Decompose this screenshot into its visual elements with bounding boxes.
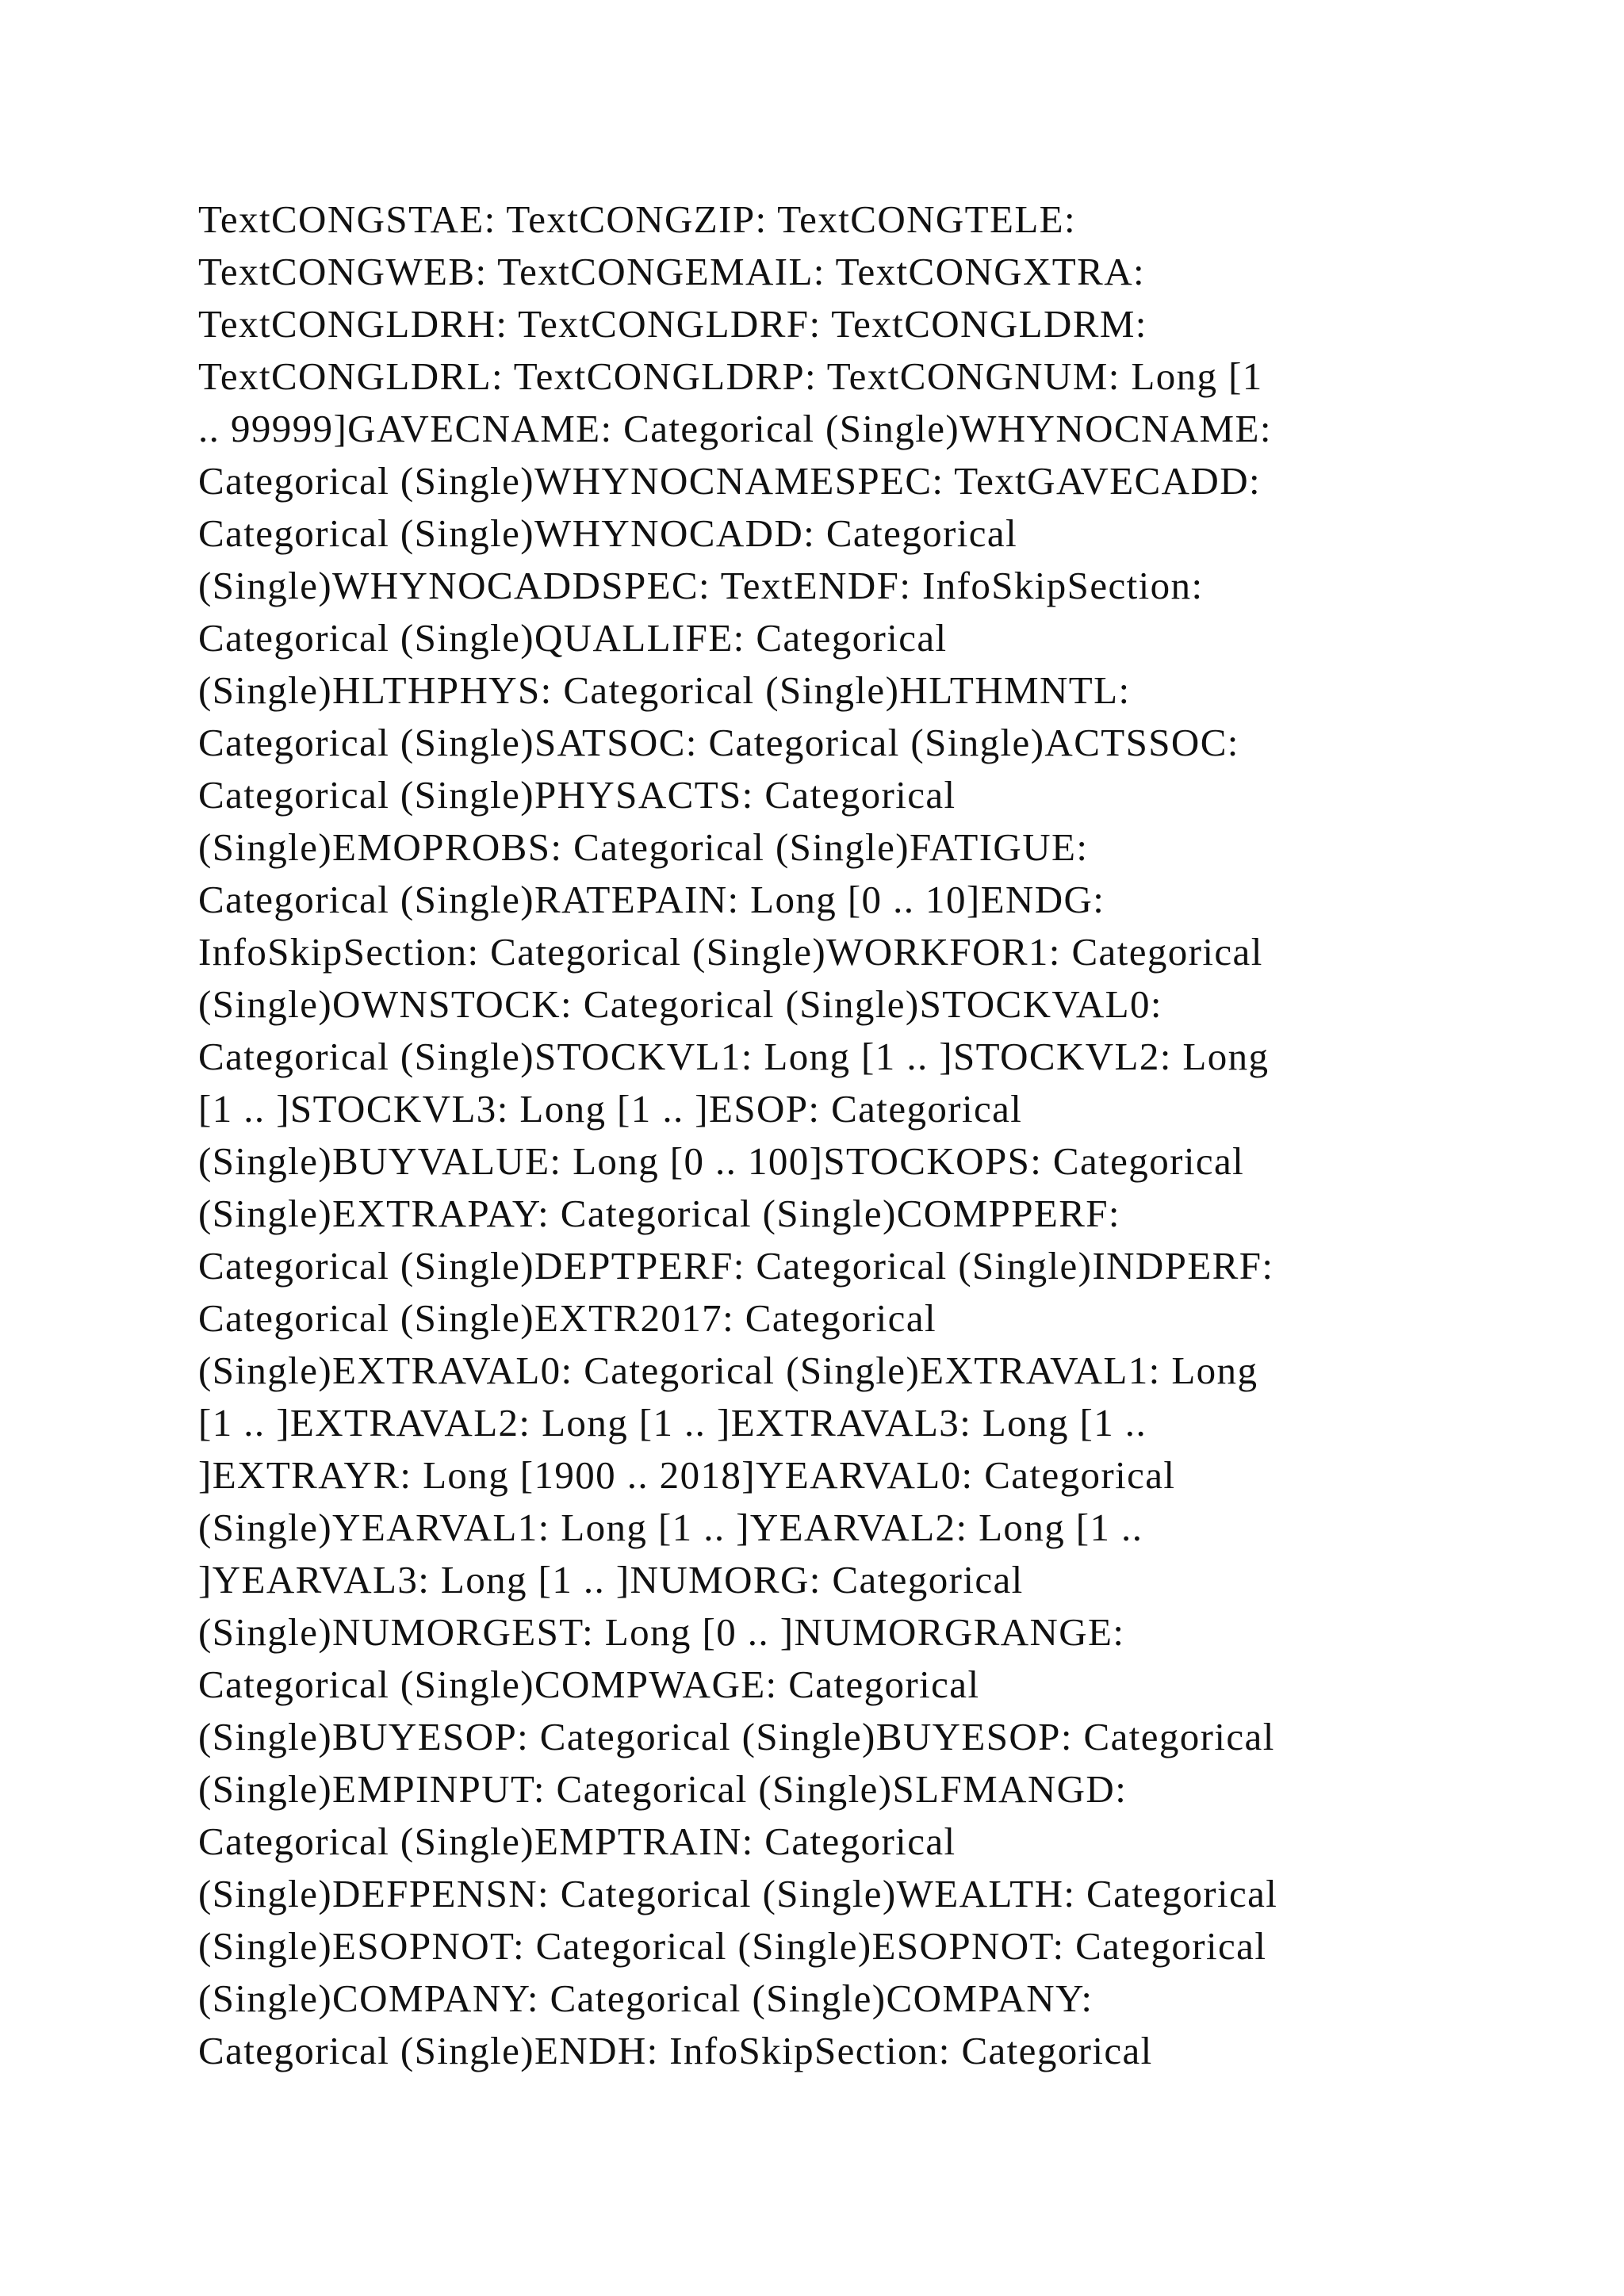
text-line: Categorical (Single)EMPTRAIN: Categorical bbox=[198, 1820, 956, 1863]
text-line: [1 .. ]EXTRAVAL2: Long [1 .. ]EXTRAVAL3: Long [1 .. bbox=[198, 1401, 1147, 1445]
text-line: TextCONGSTAE: TextCONGZIP: TextCONGTELE: bbox=[198, 197, 1077, 241]
text-line: [1 .. ]STOCKVL3: Long [1 .. ]ESOP: Categorical bbox=[198, 1087, 1023, 1131]
text-line: InfoSkipSection: Categorical (Single)WORKFOR1: Categorical bbox=[198, 930, 1263, 974]
text-line: Categorical (Single)WHYNOCNAMESPEC: TextGAVECADD: bbox=[198, 459, 1261, 503]
text-line: (Single)DEFPENSN: Categorical (Single)WEALTH: Categorical bbox=[198, 1872, 1278, 1915]
text-line: (Single)ESOPNOT: Categorical (Single)ESOPNOT: Categorical bbox=[198, 1924, 1267, 1968]
text-line: Categorical (Single)WHYNOCADD: Categorical bbox=[198, 511, 1018, 555]
text-line: Categorical (Single)QUALLIFE: Categorical bbox=[198, 616, 948, 660]
text-line: Categorical (Single)STOCKVL1: Long [1 .. ]STOCKVL2: Long bbox=[198, 1035, 1270, 1078]
document-body-text bbox=[198, 193, 1467, 2077]
text-line: (Single)WHYNOCADDSPEC: TextENDF: InfoSkipSection: bbox=[198, 564, 1204, 607]
text-line: (Single)EMOPROBS: Categorical (Single)FATIGUE: bbox=[198, 825, 1089, 869]
text-line: (Single)YEARVAL1: Long [1 .. ]YEARVAL2: Long [1 .. bbox=[198, 1506, 1143, 1549]
text-line: TextCONGLDRL: TextCONGLDRP: TextCONGNUM: Long [1 bbox=[198, 354, 1263, 398]
text-line: (Single)BUYESOP: Categorical (Single)BUYESOP: Categorical bbox=[198, 1715, 1275, 1758]
text-line: Categorical (Single)RATEPAIN: Long [0 .. 10]ENDG: bbox=[198, 878, 1105, 921]
text-line: (Single)EXTRAVAL0: Categorical (Single)EXTRAVAL1: Long bbox=[198, 1349, 1258, 1392]
text-line: (Single)OWNSTOCK: Categorical (Single)STOCKVAL0: bbox=[198, 982, 1162, 1026]
text-line: Categorical (Single)PHYSACTS: Categorical bbox=[198, 773, 956, 817]
text-line: ]YEARVAL3: Long [1 .. ]NUMORG: Categorical bbox=[198, 1558, 1024, 1601]
text-line: ]EXTRAYR: Long [1900 .. 2018]YEARVAL0: Categorical bbox=[198, 1453, 1176, 1497]
text-line: (Single)EXTRAPAY: Categorical (Single)COMPPERF: bbox=[198, 1192, 1120, 1235]
text-line: (Single)COMPANY: Categorical (Single)COMPANY: bbox=[198, 1976, 1094, 2020]
text-line: Categorical (Single)ENDH: InfoSkipSection: Categorical bbox=[198, 2029, 1153, 2072]
text-line: (Single)EMPINPUT: Categorical (Single)SLFMANGD: bbox=[198, 1767, 1128, 1811]
text-line: TextCONGWEB: TextCONGEMAIL: TextCONGXTRA: bbox=[198, 250, 1145, 293]
text-line: (Single)HLTHPHYS: Categorical (Single)HLTHMNTL: bbox=[198, 668, 1131, 712]
text-line: .. 99999]GAVECNAME: Categorical (Single)WHYNOCNAME: bbox=[198, 407, 1272, 450]
text-line: TextCONGLDRH: TextCONGLDRF: TextCONGLDRM: bbox=[198, 302, 1147, 346]
text-line: Categorical (Single)SATSOC: Categorical (Single)ACTSSOC: bbox=[198, 721, 1239, 764]
text-line: Categorical (Single)EXTR2017: Categorical bbox=[198, 1296, 936, 1340]
text-line: (Single)BUYVALUE: Long [0 .. 100]STOCKOPS: Categorical bbox=[198, 1139, 1245, 1183]
text-line: Categorical (Single)DEPTPERF: Categorical (Single)INDPERF: bbox=[198, 1244, 1274, 1288]
text-line: Categorical (Single)COMPWAGE: Categorical bbox=[198, 1663, 980, 1706]
text-line: (Single)NUMORGEST: Long [0 .. ]NUMORGRANGE: bbox=[198, 1610, 1125, 1654]
